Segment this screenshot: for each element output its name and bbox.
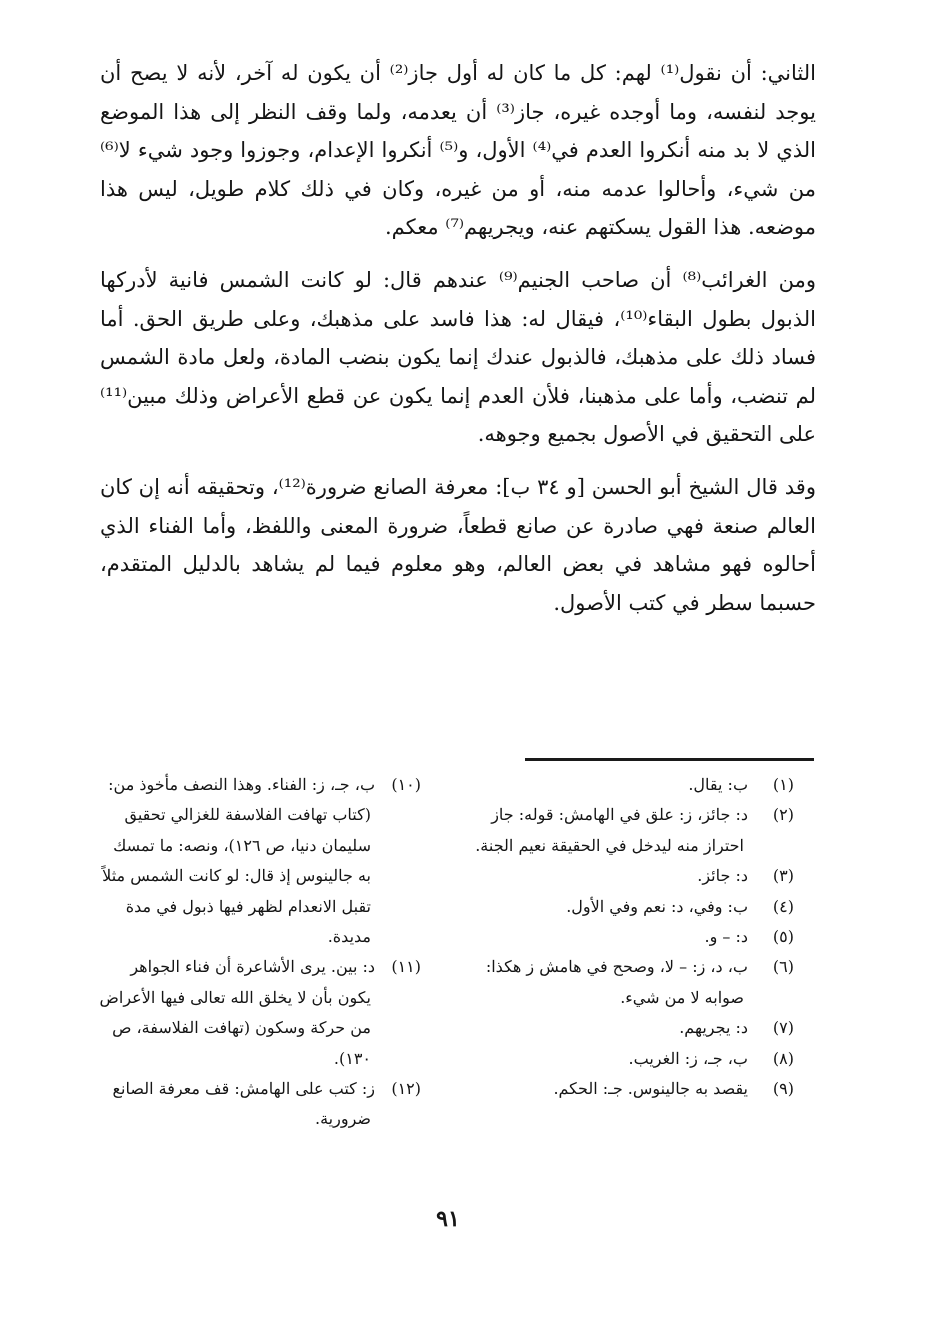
- page-number: ٩١: [436, 1206, 460, 1232]
- footnote-3: [462, 861, 794, 891]
- footnote-11: [96, 952, 421, 1074]
- footnote-number: (٣): [772, 866, 794, 886]
- footnote-12: [96, 1074, 421, 1135]
- paragraph-2: ومن الغرائب⁽⁸⁾ أن صاحب الجنيم⁽⁹⁾ عندهم قال: لو كانت الشمس فانية لأدركها الذبول بطول البقاء⁽¹⁰⁾، فيقال له: هذا فاسد على مذهبك، وعلى طريق الحق. أما فساد ذلك على مذهبك، فالذبول عندك إنما يكون بنضب المادة، ولعل مادة الشمس لم تنضب، وأما على مذهبنا، فلأن العدم إنما يكون عن قطع الأعراض وذلك مبين⁽¹¹⁾ على التحقيق في الأصول بجميع وجوهه.: [100, 267, 816, 447]
- footnote-text: ب، جـ، ز: الفناء. وهذا النصف مأخوذ من: (كتاب تهافت الفلاسفة للغزالي تحقيق سليمان دنيا، ص ١٢٦)، ونصه: ما تمسك به جالينوس إذ قال: لو كانت الشمس مثلاً تقبل الانعدام لظهر فيها ذبول في مدة مديدة.: [102, 775, 375, 947]
- footnote-2: [462, 800, 794, 861]
- footnote-8: [462, 1044, 794, 1074]
- footnote-9: [462, 1074, 794, 1104]
- footnote-text: يقصد به جالينوس. جـ: الحكم.: [553, 1079, 748, 1099]
- footnote-7: [462, 1013, 794, 1043]
- footnote-number: (١١): [391, 957, 421, 977]
- footnote-text: د: جائز.: [697, 866, 748, 886]
- footnote-4: [462, 892, 794, 922]
- main-text: [100, 54, 816, 622]
- footnote-text: د: يجريهم.: [679, 1018, 748, 1038]
- footnotes-right-column: [462, 770, 794, 1104]
- footnote-number: (١٢): [391, 1079, 421, 1099]
- footnote-number: (٥): [772, 927, 794, 947]
- footnote-separator: [525, 758, 814, 761]
- footnote-text: ب، جـ، ز: الغريب.: [628, 1048, 748, 1068]
- footnote-5: [462, 922, 794, 952]
- footnote-text: ز: كتب على الهامش: قف معرفة الصانع ضرورية.: [112, 1079, 375, 1129]
- footnote-number: (٧): [772, 1018, 794, 1038]
- footnote-number: (٦): [772, 957, 794, 977]
- footnote-text: ب: يقال.: [688, 775, 748, 794]
- footnote-1: [462, 770, 794, 800]
- footnote-number: (٩): [772, 1079, 794, 1099]
- paragraph-3: وقد قال الشيخ أبو الحسن [و ٣٤ ب]: معرفة الصانع ضرورة⁽¹²⁾، وتحقيقه أنه إن كان العالم صنعة فهي صادرة عن صانع قطعاً، ضرورة المعنى واللفظ، وأما الفناء الذي أحالوه فهو مشاهد في بعض العالم، وهو معلوم فيما لم يشاهد بالدليل المتقدم، حسبما سطر في كتب الأصول.: [100, 474, 816, 615]
- footnote-10: [96, 770, 421, 952]
- footnote-number: (١): [772, 775, 794, 794]
- footnote-6: [462, 952, 794, 1013]
- footnote-text: د: – و.: [704, 927, 748, 947]
- footnote-text: د: جائز، ز: علق في الهامش: قوله: جاز احتراز منه ليدخل في الحقيقة نعيم الجنة.: [475, 805, 748, 855]
- footnote-text: ب: وفي، د: نعم وفي الأول.: [566, 896, 748, 916]
- footnote-number: (٢): [772, 805, 794, 825]
- paragraph-1: الثاني: أن نقول⁽¹⁾ لهم: كل ما كان له أول جاز⁽²⁾ أن يكون له آخر، لأنه لا يصح أن يوجد لنفسه، وما أوجده غيره، جاز⁽³⁾ أن يعدمه، ولما وقف النظر إلى هذا الموضع الذي لا بد منه أنكروا العدم في⁽⁴⁾ الأول، و⁽⁵⁾ أنكروا الإعدام، وجوزوا وجود شيء لا⁽⁶⁾ من شيء، وأحالوا عدمه منه، أو من غيره، وكان في ذلك كلام طويل، ليس هذا موضعه. هذا القول يسكتهم عنه، ويجريهم⁽⁷⁾ معكم.: [100, 61, 817, 240]
- footnote-number: (٤): [772, 896, 794, 916]
- footnotes-left-column: [96, 770, 421, 1135]
- footnote-number: (٨): [772, 1048, 794, 1068]
- footnote-number: (١٠): [391, 775, 421, 794]
- footnote-text: د: بين. يرى الأشاعرة أن فناء الجواهر يكون بأن لا يخلق الله تعالى فيها الأعراض من حركة وسكون (تهافت الفلاسفة، ص ١٣٠).: [99, 957, 375, 1068]
- footnote-text: ب، د، ز: – لا، وصحح في هامش ز هكذا: صوابه لا من شيء.: [485, 957, 748, 1007]
